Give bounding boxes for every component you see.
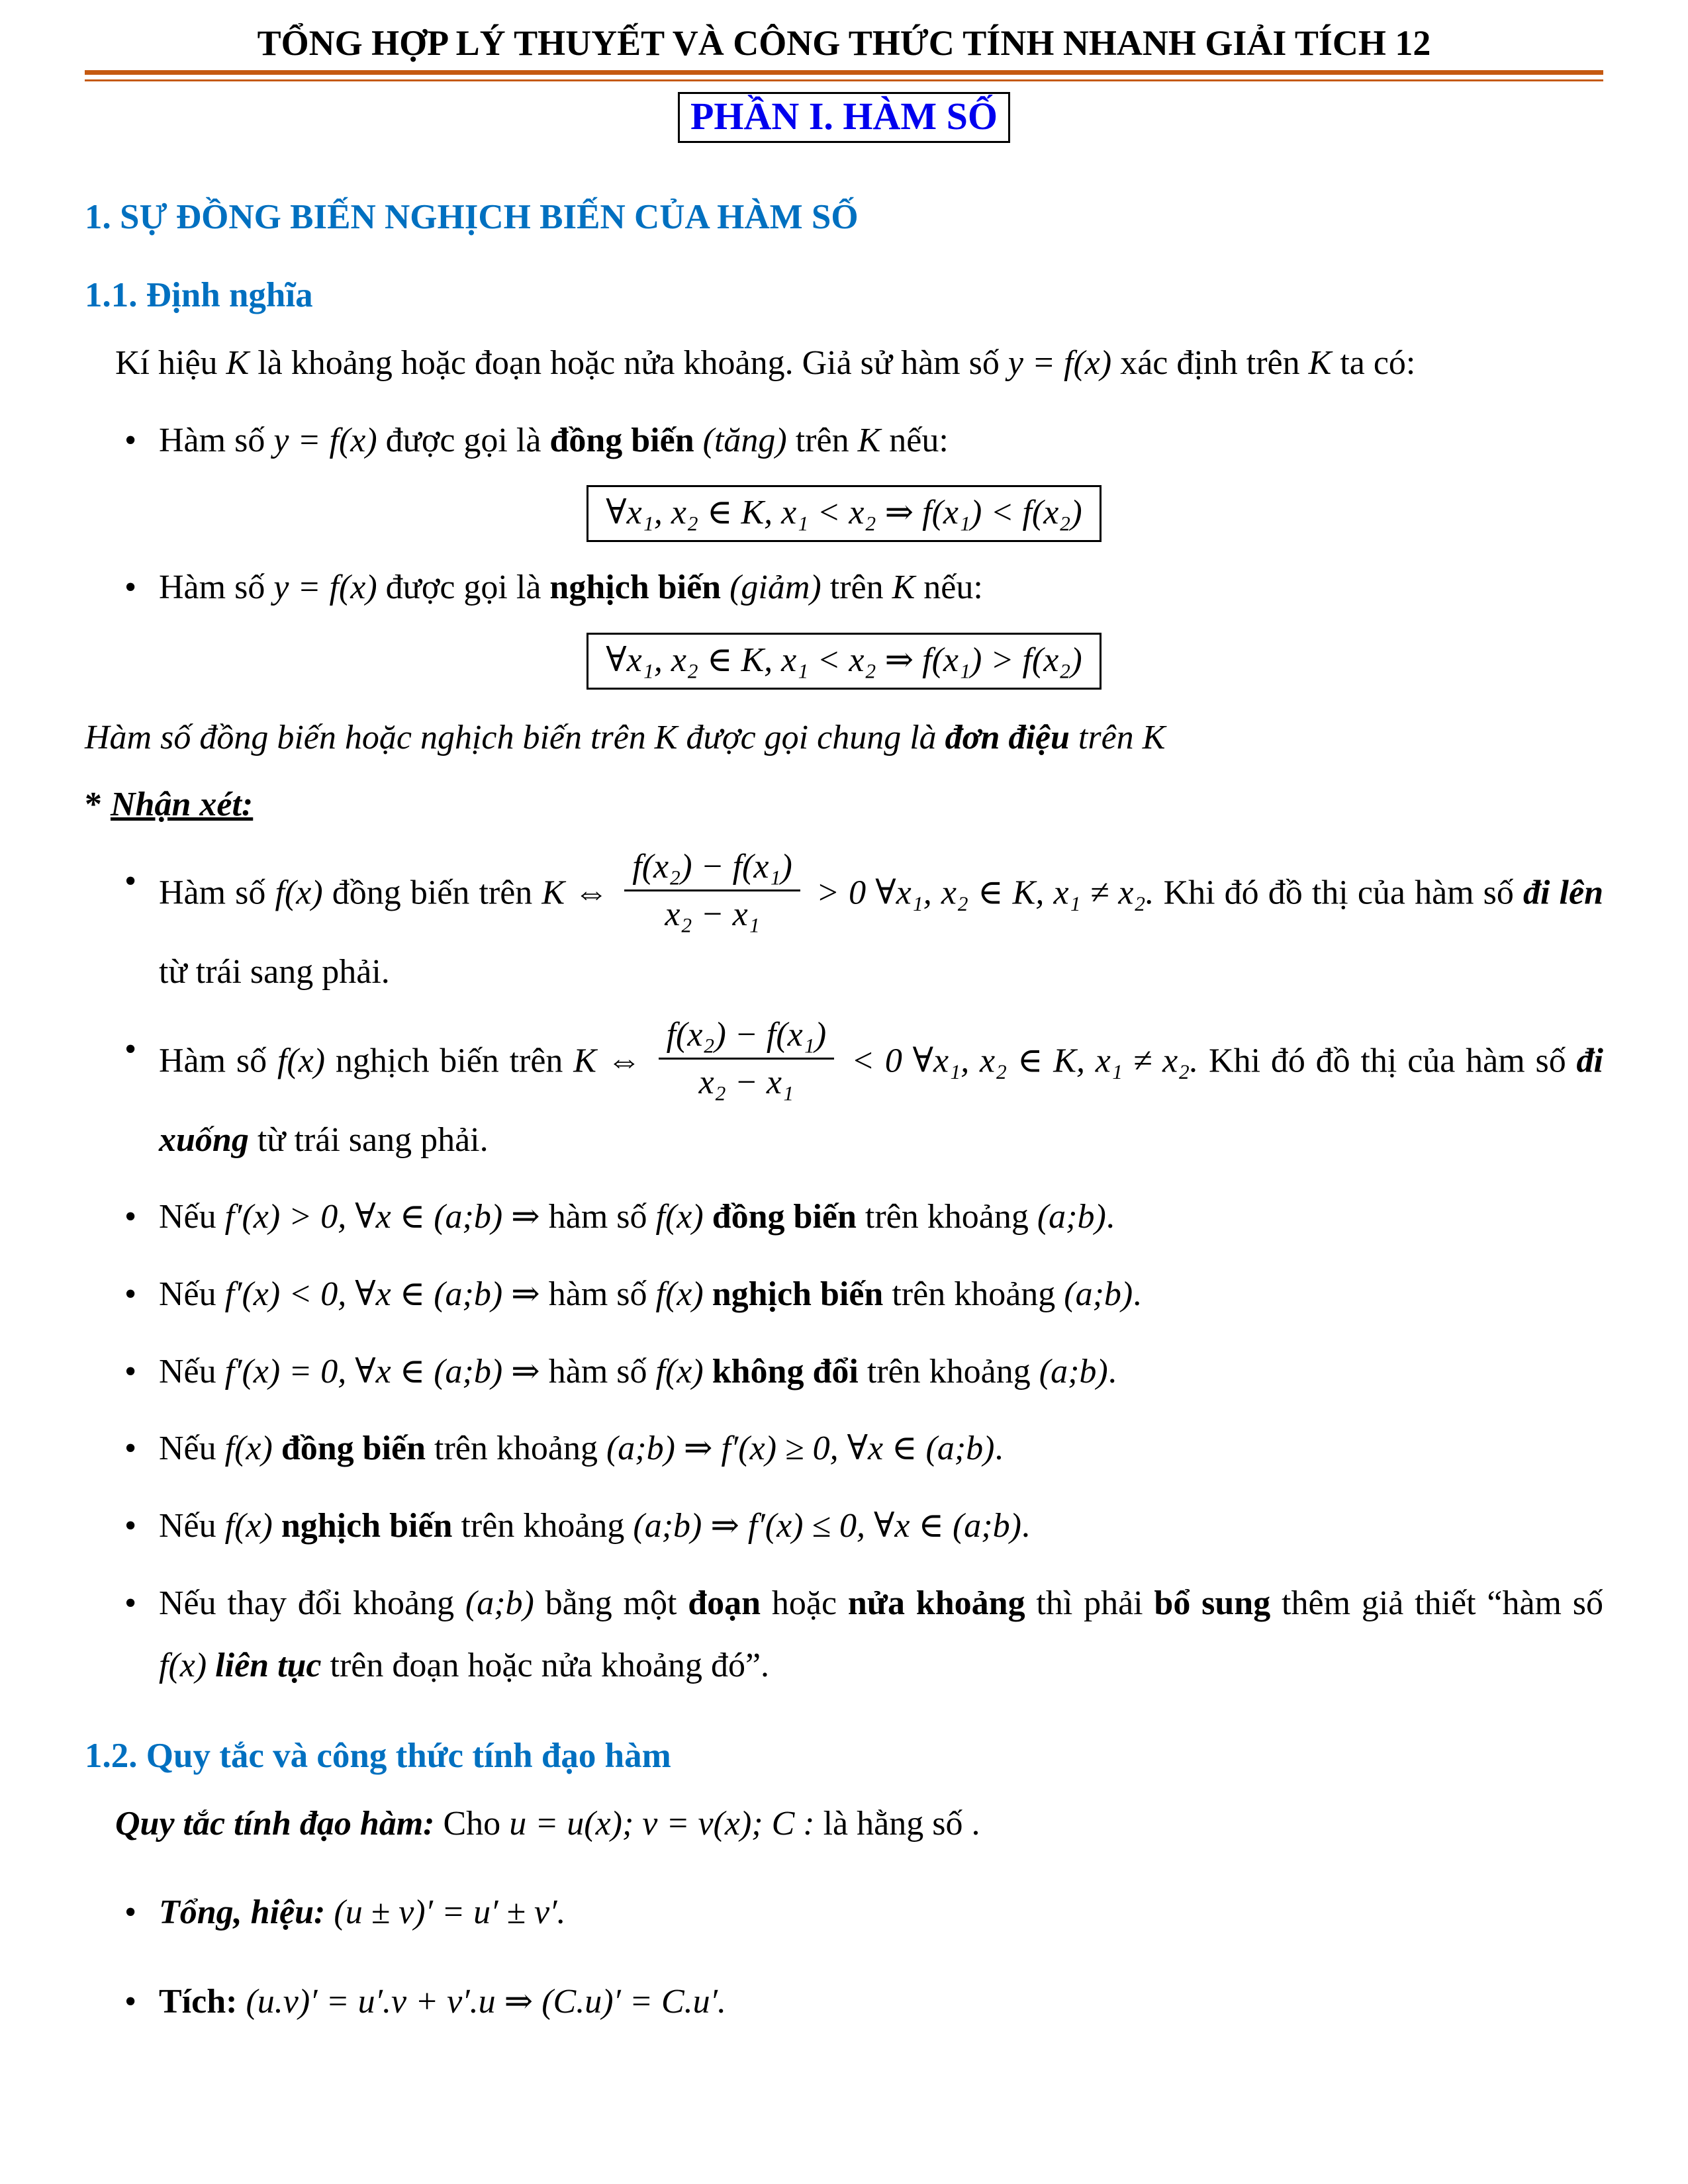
text-segment: K	[892, 569, 915, 607]
text-segment: nghịch biến	[281, 1506, 453, 1545]
definition-intro-paragraph	[85, 332, 1603, 395]
text-segment: .	[1105, 1198, 1115, 1236]
remark-item-derivative-zero	[85, 1341, 1603, 1404]
text-segment: bổ sung	[1154, 1584, 1271, 1622]
bullet-increasing-definition	[85, 410, 1603, 473]
text-segment: Quy tắc tính đạo hàm:	[115, 1804, 444, 1843]
text-segment: xác định trên	[1111, 344, 1309, 382]
increasing-formula-box	[586, 485, 1101, 542]
text-segment: Nhận xét:	[111, 785, 254, 823]
text-segment: y = f(x)	[273, 421, 377, 459]
text-segment: (a;b)	[1037, 1198, 1106, 1236]
text-segment: không đổi	[712, 1352, 859, 1390]
text-segment: là khoảng hoặc đoạn hoặc nửa khoảng. Giả sử hàm số	[249, 344, 1008, 382]
text-segment: Cho	[443, 1804, 510, 1843]
text-segment: trên khoảng	[426, 1430, 606, 1468]
text-segment: hoặc	[761, 1584, 848, 1622]
remark-item-decreasing-implies	[85, 1495, 1603, 1558]
text-segment: f(x)	[224, 1430, 273, 1468]
text-segment	[207, 1647, 215, 1684]
text-segment: Nếu	[159, 1352, 225, 1390]
text-segment: f(x)	[655, 1275, 704, 1313]
text-segment: hàm số	[548, 1275, 656, 1313]
text-segment: Tổng, hiệu:	[159, 1893, 334, 1932]
text-segment: Nếu	[159, 1506, 225, 1545]
text-segment: ⇔	[565, 874, 618, 912]
text-segment: (a;b) ⇒ f′(x) ≤ 0, ∀x ∈ (a;b)	[633, 1506, 1021, 1545]
text-segment: đi lên	[1523, 874, 1603, 912]
text-segment	[704, 1275, 712, 1313]
text-segment: .	[1021, 1506, 1030, 1545]
remark-item-decreasing-ratio	[85, 1015, 1603, 1172]
text-segment: nghịch biến	[549, 569, 730, 607]
text-segment: trên khoảng	[856, 1198, 1037, 1236]
document-header: TỔNG HỢP LÝ THUYẾT VÀ CÔNG THỨC TÍNH NHANH GIẢI TÍCH 12	[257, 23, 1431, 63]
text-segment: Hàm số	[159, 874, 275, 912]
text-segment: trên khoảng	[452, 1506, 633, 1545]
text-segment: f′(x) > 0, ∀x ∈ (a;b) ⇒	[224, 1198, 549, 1236]
decreasing-formula-box	[586, 633, 1101, 690]
increasing-formula-row	[85, 485, 1603, 542]
text-segment: ta có:	[1331, 344, 1416, 382]
rule-sum-difference	[85, 1882, 1603, 1944]
part-title-row	[85, 92, 1603, 143]
text-segment: y = f(x)	[1008, 344, 1112, 382]
fraction	[624, 845, 800, 936]
text-segment: nếu:	[880, 421, 949, 459]
text-segment: Nếu thay đổi khoảng	[159, 1584, 465, 1622]
text-segment: *	[85, 785, 111, 823]
text-segment: .	[1133, 1275, 1142, 1313]
text-segment	[273, 1430, 281, 1467]
text-segment: x₂ − x₁	[698, 1063, 794, 1101]
text-segment: trên khoảng	[858, 1352, 1039, 1390]
text-segment: thì phải	[1025, 1584, 1154, 1622]
text-segment: ⇔	[596, 1042, 652, 1080]
text-segment: f(x)	[275, 874, 323, 912]
text-segment: x₂ − x₁	[665, 895, 760, 934]
text-segment: (u.v)′ = u′.v + v′.u ⇒ (C.u)′ = C.u′.	[246, 1983, 727, 2021]
text-segment: K	[541, 874, 565, 912]
text-segment: được gọi là	[377, 569, 550, 607]
fraction	[659, 1013, 835, 1104]
remark-item-increasing-ratio	[85, 850, 1603, 1004]
text-segment: Tích:	[159, 1983, 246, 2021]
subsection-1-2-heading: 1.2. Quy tắc và công thức tính đạo hàm	[85, 1736, 671, 1775]
text-segment: được gọi chung là	[677, 718, 945, 756]
text-segment: trên	[821, 569, 892, 607]
text-segment	[704, 1353, 712, 1390]
subsection-1-1-heading: 1.1. Định nghĩa	[85, 276, 313, 314]
text-segment: đoạn	[688, 1584, 761, 1622]
text-segment: K	[573, 1042, 596, 1080]
section-1-heading: 1. SỰ ĐỒNG BIẾN NGHỊCH BIẾN CỦA HÀM SỐ	[85, 198, 859, 236]
text-segment: nếu:	[915, 569, 983, 607]
remark-item-interval-note	[85, 1572, 1603, 1698]
text-segment: (a;b)	[465, 1584, 534, 1622]
text-segment: từ trái sang phải.	[159, 953, 390, 991]
text-segment: đồng biến	[712, 1198, 857, 1236]
text-segment: đơn điệu	[945, 718, 1070, 756]
text-segment: f(x)	[277, 1042, 326, 1080]
text-segment: đồng biến	[281, 1430, 426, 1468]
text-segment: nghịch biến	[712, 1275, 884, 1313]
text-segment: f(x)	[655, 1352, 704, 1390]
text-segment: Khi đó đồ thị của hàm số	[1154, 874, 1524, 912]
text-segment: hàm số	[548, 1198, 656, 1236]
text-segment: Hàm số đồng biến hoặc nghịch biến trên	[85, 718, 655, 756]
text-segment: f(x)	[159, 1647, 207, 1685]
text-segment: Kí hiệu	[115, 344, 226, 382]
text-segment: đi xuống	[159, 1042, 1603, 1159]
text-segment: Nếu	[159, 1275, 225, 1313]
text-segment: (a;b)	[1039, 1352, 1108, 1390]
text-segment: trên đoạn hoặc nửa khoảng đó”.	[321, 1647, 770, 1685]
text-segment: Hàm số	[159, 421, 274, 459]
text-segment: được gọi là	[377, 421, 550, 459]
text-segment: > 0 ∀x₁, x₂ ∈ K, x₁ ≠ x₂.	[806, 874, 1154, 912]
text-segment: .	[994, 1430, 1004, 1468]
text-segment: trên khoảng	[883, 1275, 1064, 1313]
text-segment: ∀x₁, x₂ ∈ K, x₁ < x₂ ⇒ f(x₁) > f(x₂)	[606, 641, 1082, 679]
rule-product	[85, 1971, 1603, 2034]
text-segment: f(x₂) − f(x₁)	[632, 848, 792, 886]
text-segment: (tăng)	[702, 421, 787, 459]
text-segment: nửa khoảng	[847, 1584, 1025, 1622]
text-segment: K	[1308, 344, 1332, 382]
text-segment: (a;b) ⇒ f′(x) ≥ 0, ∀x ∈ (a;b)	[606, 1430, 995, 1468]
text-segment: < 0 ∀x₁, x₂ ∈ K, x₁ ≠ x₂.	[841, 1042, 1199, 1080]
text-segment: K	[226, 344, 250, 382]
text-segment: y = f(x)	[273, 569, 377, 607]
derivative-rules-intro	[85, 1793, 1603, 1856]
text-segment: .	[1107, 1352, 1117, 1390]
text-segment: trên	[1069, 718, 1143, 756]
text-segment: f′(x) = 0, ∀x ∈ (a;b) ⇒	[224, 1352, 549, 1390]
text-segment: K	[654, 718, 678, 756]
text-segment: Nếu	[159, 1198, 225, 1236]
monotone-note-paragraph	[85, 707, 1603, 770]
text-segment: K	[857, 421, 881, 459]
text-segment: bằng một	[534, 1584, 688, 1622]
text-segment: (giảm)	[729, 569, 821, 607]
remark-item-increasing-implies	[85, 1418, 1603, 1480]
text-segment: Hàm số	[159, 1042, 277, 1080]
text-segment: (a;b)	[1064, 1275, 1133, 1313]
text-segment: f′(x) < 0, ∀x ∈ (a;b) ⇒	[224, 1275, 549, 1313]
text-segment: hàm số	[548, 1352, 656, 1390]
text-segment: ∀x₁, x₂ ∈ K, x₁ < x₂ ⇒ f(x₁) < f(x₂)	[606, 494, 1082, 532]
text-segment: nghịch biến trên	[325, 1042, 574, 1080]
text-segment: đồng biến trên	[322, 874, 542, 912]
text-segment: (u ± v)′ = u′ ± v′.	[334, 1893, 566, 1932]
remark-item-derivative-positive	[85, 1186, 1603, 1249]
text-segment: đồng biến	[549, 421, 703, 459]
bullet-decreasing-definition	[85, 557, 1603, 619]
text-segment	[704, 1198, 712, 1236]
text-segment: Khi đó đồ thị của hàm số	[1198, 1042, 1577, 1080]
header-divider	[85, 70, 1603, 81]
text-segment	[273, 1507, 281, 1545]
text-segment: K	[1142, 718, 1166, 756]
text-segment: f(x)	[655, 1198, 704, 1236]
text-segment: thêm giả thiết “hàm số	[1270, 1584, 1604, 1622]
text-segment: liên tục	[215, 1647, 322, 1685]
text-segment: u = u(x); v = v(x); C :	[509, 1804, 815, 1843]
text-segment: là hằng số .	[814, 1804, 980, 1843]
decreasing-formula-row	[85, 633, 1603, 690]
text-segment: f(x)	[224, 1506, 273, 1545]
part-title: PHẦN I. HÀM SỐ	[678, 92, 1010, 143]
remark-item-derivative-negative	[85, 1263, 1603, 1326]
text-segment: Nếu	[159, 1430, 225, 1468]
text-segment: trên	[786, 421, 858, 459]
text-segment: f(x₂) − f(x₁)	[666, 1015, 827, 1054]
remark-label	[85, 774, 1603, 837]
text-segment: Hàm số	[159, 569, 274, 607]
text-segment: từ trái sang phải.	[248, 1120, 489, 1159]
